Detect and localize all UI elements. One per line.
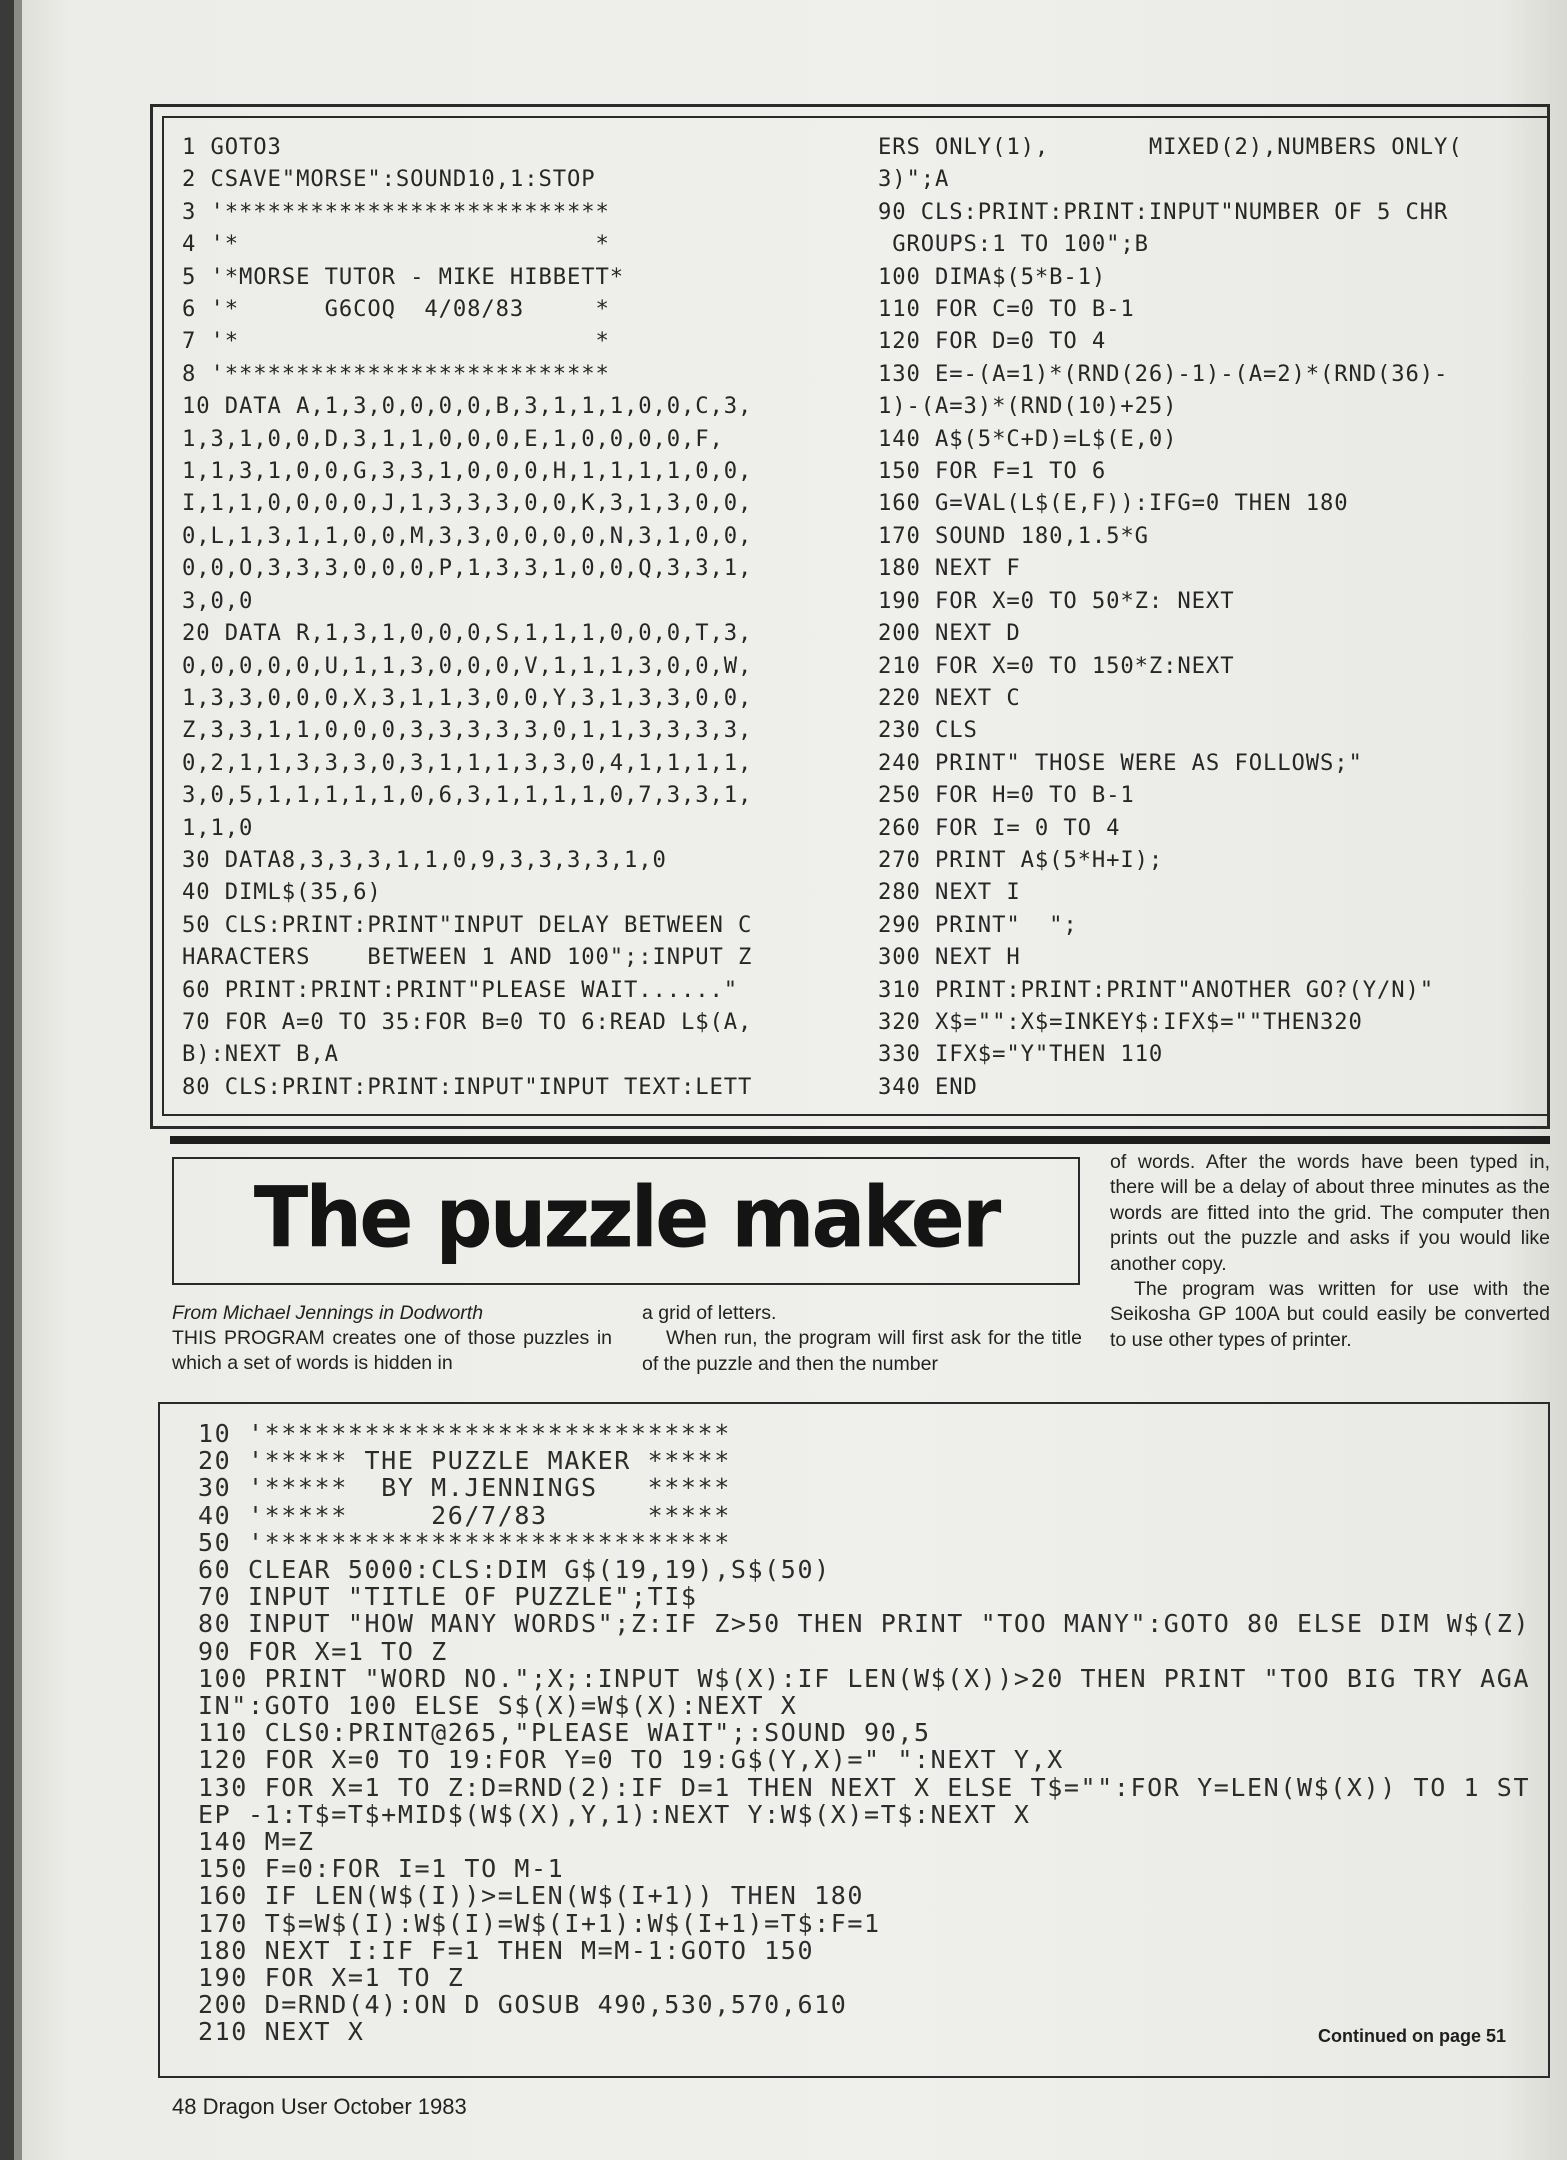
code-line: 240 PRINT" THOSE WERE AS FOLLOWS;"	[878, 749, 1363, 776]
article-paragraph: When run, the program will first ask for the title of the puzzle and then the number	[642, 1327, 1082, 1375]
code-line: 20 DATA R,1,3,1,0,0,0,S,1,1,1,0,0,0,T,3,	[182, 620, 753, 647]
code-line: 130 E=-(A=1)*(RND(26)-1)-(A=2)*(RND(36)-	[878, 360, 1449, 387]
code-line: 320 X$="":X$=INKEY$:IFX$=""THEN320	[878, 1008, 1363, 1035]
code-line: 110 CLS0:PRINT@265,"PLEASE WAIT";:SOUND 90,5	[198, 1718, 931, 1748]
code-line: 280 NEXT I	[878, 879, 1021, 906]
code-line: 30 DATA8,3,3,3,1,1,0,9,3,3,3,3,1,0	[182, 846, 667, 873]
code-line: 80 CLS:PRINT:PRINT:INPUT"INPUT TEXT:LETT	[182, 1073, 753, 1100]
code-line: 80 INPUT "HOW MANY WORDS";Z:IF Z>50 THEN PRINT "TOO MANY":GOTO 80 ELSE DIM W$(Z)	[198, 1609, 1531, 1639]
code-line: 170 SOUND 180,1.5*G	[878, 522, 1149, 549]
section-rule	[170, 1136, 1550, 1144]
article-column-2	[642, 1301, 1082, 1377]
code-line: 340 END	[878, 1073, 978, 1100]
article-byline: From Michael Jennings in Dodworth	[172, 1302, 484, 1324]
code-line: 120 FOR D=0 TO 4	[878, 328, 1107, 355]
code-line: 100 DIMA$(5*B-1)	[878, 263, 1107, 290]
code-line: B):NEXT B,A	[182, 1041, 339, 1068]
code-line: 5 '*MORSE TUTOR - MIKE HIBBETT*	[182, 263, 624, 290]
code-line: I,1,1,0,0,0,0,J,1,3,3,3,0,0,K,3,1,3,0,0,	[182, 490, 753, 517]
code-line: HARACTERS BETWEEN 1 AND 100";:INPUT Z	[182, 944, 753, 971]
code-line: 3,0,0	[182, 587, 254, 614]
code-line: 200 D=RND(4):ON D GOSUB 490,530,570,610	[198, 1990, 848, 2020]
article-paragraph: The program was written for use with the Seikosha GP 100A but could easily be converted to use other types of printer.	[1110, 1278, 1550, 1351]
code-line: 90 FOR X=1 TO Z	[198, 1636, 448, 1666]
code-line: 300 NEXT H	[878, 944, 1021, 971]
code-line: 140 M=Z	[198, 1827, 315, 1857]
code-line: 250 FOR H=0 TO B-1	[878, 782, 1135, 809]
code-line: 0,0,O,3,3,3,0,0,0,P,1,3,3,1,0,0,Q,3,3,1,	[182, 555, 753, 582]
code-line: 0,0,0,0,0,U,1,1,3,0,0,0,V,1,1,1,3,0,0,W,	[182, 652, 753, 679]
code-line: 310 PRINT:PRINT:PRINT"ANOTHER GO?(Y/N)"	[878, 976, 1435, 1003]
code-line: 20 '***** THE PUZZLE MAKER *****	[198, 1446, 731, 1476]
page-folio: 48 Dragon User October 1983	[172, 2094, 467, 2119]
code-line: 1,3,1,0,0,D,3,1,1,0,0,0,E,1,0,0,0,0,F,	[182, 425, 724, 452]
code-line: 1 GOTO3	[182, 134, 282, 160]
code-line: 30 '***** BY M.JENNINGS *****	[198, 1473, 731, 1503]
morse-listing-left-column	[182, 131, 752, 1103]
code-line: 70 FOR A=0 TO 35:FOR B=0 TO 6:READ L$(A,	[182, 1008, 753, 1035]
code-line: 50 '****************************	[198, 1527, 731, 1557]
code-line: 160 IF LEN(W$(I))>=LEN(W$(I+1)) THEN 180	[198, 1881, 865, 1911]
code-line: 1,1,0	[182, 814, 254, 841]
code-line: 190 FOR X=0 TO 50*Z: NEXT	[878, 587, 1235, 614]
code-line: 220 NEXT C	[878, 684, 1021, 711]
code-line: 6 '* G6COQ 4/08/83 *	[182, 296, 610, 323]
code-line: 200 NEXT D	[878, 620, 1021, 647]
code-line: 10 '****************************	[198, 1419, 731, 1448]
code-line: 3)";A	[878, 166, 950, 193]
code-line: 150 F=0:FOR I=1 TO M-1	[198, 1854, 565, 1884]
code-line: 120 FOR X=0 TO 19:FOR Y=0 TO 19:G$(Y,X)=" ":NEXT Y,X	[198, 1745, 1064, 1775]
code-line: 180 NEXT F	[878, 555, 1021, 582]
code-line: 8 '***************************	[182, 360, 610, 387]
article-column-3	[1110, 1150, 1550, 1353]
binding-edge	[0, 0, 14, 2160]
code-line: 180 NEXT I:IF F=1 THEN M=M-1:GOTO 150	[198, 1935, 815, 1965]
article-paragraph: a grid of letters.	[642, 1302, 777, 1324]
code-line: 330 IFX$="Y"THEN 110	[878, 1041, 1164, 1068]
article-paragraph: THIS PROGRAM creates one of those puzzles in which a set of words is hidden in	[172, 1327, 612, 1375]
code-line: IN":GOTO 100 ELSE S$(X)=W$(X):NEXT X	[198, 1691, 798, 1721]
code-line: 210 FOR X=0 TO 150*Z:NEXT	[878, 652, 1235, 679]
continued-note: Continued on page 51	[1318, 2026, 1507, 2046]
code-line: 60 PRINT:PRINT:PRINT"PLEASE WAIT......"	[182, 976, 739, 1003]
code-line: 100 PRINT "WORD NO.";X;:INPUT W$(X):IF LEN(W$(X))>20 THEN PRINT "TOO BIG TRY AGA	[198, 1663, 1531, 1693]
code-line: 7 '* *	[182, 328, 610, 355]
code-line: 150 FOR F=1 TO 6	[878, 458, 1107, 485]
code-line: 1,1,3,1,0,0,G,3,3,1,0,0,0,H,1,1,1,1,0,0,	[182, 458, 753, 485]
code-line: 10 DATA A,1,3,0,0,0,0,B,3,1,1,1,0,0,C,3,	[182, 393, 753, 420]
code-line: 160 G=VAL(L$(E,F)):IFG=0 THEN 180	[878, 490, 1349, 517]
binding-shadow	[14, 0, 22, 2160]
code-line: GROUPS:1 TO 100";B	[878, 231, 1149, 258]
code-line: 130 FOR X=1 TO Z:D=RND(2):IF D=1 THEN NEXT X ELSE T$="":FOR Y=LEN(W$(X)) TO 1 ST	[198, 1772, 1531, 1802]
code-line: 40 '***** 26/7/83 *****	[198, 1500, 731, 1530]
article-paragraph: of words. After the words have been typed in, there will be a delay of about three minutes as the words are fitted into the grid. The computer then prints out the puzzle and asks if you would like another copy.	[1110, 1151, 1550, 1275]
code-line: 70 INPUT "TITLE OF PUZZLE";TI$	[198, 1582, 698, 1612]
code-line: 170 T$=W$(I):W$(I)=W$(I+1):W$(I+1)=T$:F=1	[198, 1908, 881, 1938]
code-line: 230 CLS	[878, 717, 978, 744]
code-line: 50 CLS:PRINT:PRINT"INPUT DELAY BETWEEN C	[182, 911, 753, 938]
code-line: 2 CSAVE"MORSE":SOUND10,1:STOP	[182, 166, 596, 193]
morse-listing-right-column	[878, 131, 1463, 1103]
article-headline: The puzzle maker	[253, 1168, 999, 1267]
code-line: 0,L,1,3,1,1,0,0,M,3,3,0,0,0,0,N,3,1,0,0,	[182, 522, 753, 549]
code-line: 0,2,1,1,3,3,3,0,3,1,1,1,3,3,0,4,1,1,1,1,	[182, 749, 753, 776]
code-line: 90 CLS:PRINT:PRINT:INPUT"NUMBER OF 5 CHR	[878, 198, 1449, 225]
code-line: 290 PRINT" ";	[878, 911, 1078, 938]
code-line: Z,3,3,1,1,0,0,0,3,3,3,3,3,0,1,1,3,3,3,3,	[182, 717, 753, 744]
code-line: ERS ONLY(1), MIXED(2),NUMBERS ONLY(	[878, 134, 1463, 160]
code-line: 190 FOR X=1 TO Z	[198, 1963, 465, 1993]
code-line: 140 A$(5*C+D)=L$(E,0)	[878, 425, 1178, 452]
code-line: 260 FOR I= 0 TO 4	[878, 814, 1121, 841]
code-line: 270 PRINT A$(5*H+I);	[878, 846, 1164, 873]
code-line: 3 '***************************	[182, 198, 610, 225]
puzzle-listing	[198, 1420, 1530, 2046]
code-line: 3,0,5,1,1,1,1,1,0,6,3,1,1,1,1,0,7,3,3,1,	[182, 782, 753, 809]
code-line: 1,3,3,0,0,0,X,3,1,1,3,0,0,Y,3,1,3,3,0,0,	[182, 684, 753, 711]
code-line: 1)-(A=3)*(RND(10)+25)	[878, 393, 1178, 420]
code-line: EP -1:T$=T$+MID$(W$(X),Y,1):NEXT Y:W$(X)=T$:NEXT X	[198, 1799, 1031, 1829]
code-line: 60 CLEAR 5000:CLS:DIM G$(19,19),S$(50)	[198, 1555, 831, 1585]
article-column-1	[172, 1326, 612, 1377]
code-line: 110 FOR C=0 TO B-1	[878, 296, 1135, 323]
code-line: 210 NEXT X	[198, 2017, 365, 2047]
code-line: 40 DIML$(35,6)	[182, 879, 382, 906]
code-line: 4 '* *	[182, 231, 610, 258]
